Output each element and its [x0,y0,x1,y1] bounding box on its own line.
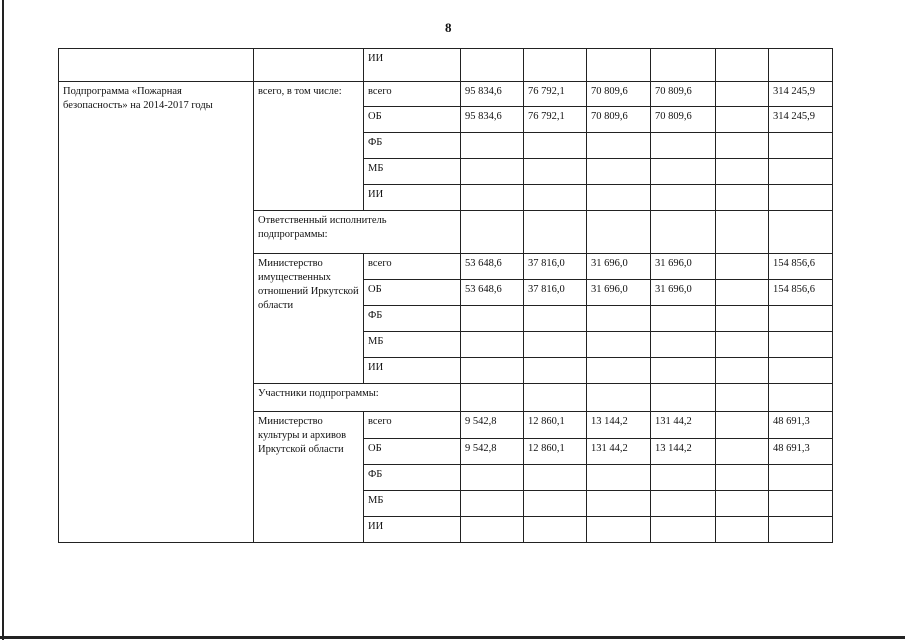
value-cell: 13 144,2 [651,439,716,465]
value-cell: 12 860,1 [524,439,587,465]
source-cell: ИИ [364,517,461,543]
source-cell: всего [364,82,461,107]
value-cell: 9 542,8 [461,412,524,439]
value-cell [461,185,524,211]
value-cell: 53 648,6 [461,280,524,306]
value-cell [524,384,587,412]
source-cell: ИИ [364,358,461,384]
value-cell [524,133,587,159]
source-cell: ФБ [364,306,461,332]
value-cell [716,439,769,465]
value-cell: 76 792,1 [524,107,587,133]
value-cell: 12 860,1 [524,412,587,439]
subprogram-label: всего, в том числе: [254,82,364,211]
value-cell [651,517,716,543]
value-cell [524,465,587,491]
table-row [59,49,833,82]
value-cell [461,465,524,491]
value-cell [716,332,769,358]
value-cell: 70 809,6 [587,107,651,133]
value-cell [651,133,716,159]
value-cell [524,211,587,254]
value-cell [651,332,716,358]
table-row [59,82,833,107]
value-cell [587,465,651,491]
executor-name: Министерство имущественных отношений Иркутской области [254,254,364,384]
value-cell [716,82,769,107]
value-cell [716,412,769,439]
value-cell [716,49,769,82]
source-cell: ОБ [364,439,461,465]
value-cell [524,358,587,384]
value-cell: 131 44,2 [587,439,651,465]
funding-table [58,48,833,543]
value-cell [716,254,769,280]
value-cell [716,358,769,384]
source-cell: ОБ [364,107,461,133]
value-cell [769,159,833,185]
value-cell [524,491,587,517]
value-cell: 95 834,6 [461,107,524,133]
value-cell [461,332,524,358]
value-cell [524,185,587,211]
value-cell [651,306,716,332]
value-cell [769,133,833,159]
value-cell [524,159,587,185]
value-cell [716,133,769,159]
value-cell: 70 809,6 [651,107,716,133]
value-cell [587,159,651,185]
subprogram-title: Подпрограмма «Пожарная безопасность» на 2014-2017 годы [59,82,254,543]
value-cell [651,491,716,517]
value-cell [651,159,716,185]
value-cell: 48 691,3 [769,439,833,465]
value-cell [769,49,833,82]
value-cell [769,465,833,491]
value-cell [587,517,651,543]
value-cell [769,332,833,358]
value-cell [524,517,587,543]
value-cell: 70 809,6 [651,82,716,107]
source-cell: ФБ [364,133,461,159]
value-cell [769,491,833,517]
value-cell: 48 691,3 [769,412,833,439]
source-cell: всего [364,412,461,439]
value-cell [716,185,769,211]
value-cell [651,358,716,384]
value-cell [587,49,651,82]
value-cell [769,358,833,384]
source-cell: ИИ [364,49,461,82]
source-cell: МБ [364,332,461,358]
value-cell [461,491,524,517]
value-cell [524,49,587,82]
responsible-header: Ответственный исполнитель подпрограммы: [254,211,461,254]
value-cell: 95 834,6 [461,82,524,107]
value-cell [587,491,651,517]
value-cell [769,211,833,254]
value-cell [461,133,524,159]
value-cell [651,384,716,412]
source-cell: ФБ [364,465,461,491]
value-cell [716,211,769,254]
source-cell: всего [364,254,461,280]
value-cell [716,384,769,412]
value-cell [587,332,651,358]
value-cell [769,517,833,543]
source-cell: ИИ [364,185,461,211]
value-cell: 154 856,6 [769,280,833,306]
value-cell: 76 792,1 [524,82,587,107]
value-cell [461,49,524,82]
value-cell [461,384,524,412]
value-cell [651,465,716,491]
source-cell: МБ [364,159,461,185]
value-cell [461,159,524,185]
value-cell: 31 696,0 [651,254,716,280]
value-cell [769,185,833,211]
value-cell [716,491,769,517]
value-cell [461,358,524,384]
value-cell: 9 542,8 [461,439,524,465]
value-cell: 70 809,6 [587,82,651,107]
page-left-border [2,0,4,640]
value-cell: 314 245,9 [769,82,833,107]
value-cell [587,306,651,332]
value-cell [716,159,769,185]
value-cell [716,306,769,332]
value-cell: 37 816,0 [524,280,587,306]
value-cell: 13 144,2 [587,412,651,439]
value-cell: 131 44,2 [651,412,716,439]
value-cell [769,384,833,412]
source-cell: МБ [364,491,461,517]
value-cell [651,185,716,211]
page-number: 8 [445,20,452,35]
source-cell: ОБ [364,280,461,306]
value-cell [461,306,524,332]
value-cell [461,211,524,254]
value-cell [769,306,833,332]
value-cell: 53 648,6 [461,254,524,280]
empty-cell [59,49,254,82]
value-cell [524,306,587,332]
empty-cell [254,49,364,82]
value-cell: 31 696,0 [651,280,716,306]
value-cell: 154 856,6 [769,254,833,280]
value-cell [716,517,769,543]
value-cell [716,465,769,491]
value-cell: 37 816,0 [524,254,587,280]
value-cell [651,49,716,82]
value-cell [587,185,651,211]
value-cell [587,133,651,159]
value-cell [587,211,651,254]
value-cell [587,384,651,412]
participant-name: Министерство культуры и архивов Иркутской области [254,412,364,543]
value-cell: 31 696,0 [587,280,651,306]
value-cell [716,280,769,306]
page-bottom-border [0,636,905,639]
value-cell: 314 245,9 [769,107,833,133]
value-cell [651,211,716,254]
value-cell [587,358,651,384]
participants-header: Участники подпрограммы: [254,384,461,412]
value-cell [716,107,769,133]
value-cell: 31 696,0 [587,254,651,280]
value-cell [524,332,587,358]
value-cell [461,517,524,543]
